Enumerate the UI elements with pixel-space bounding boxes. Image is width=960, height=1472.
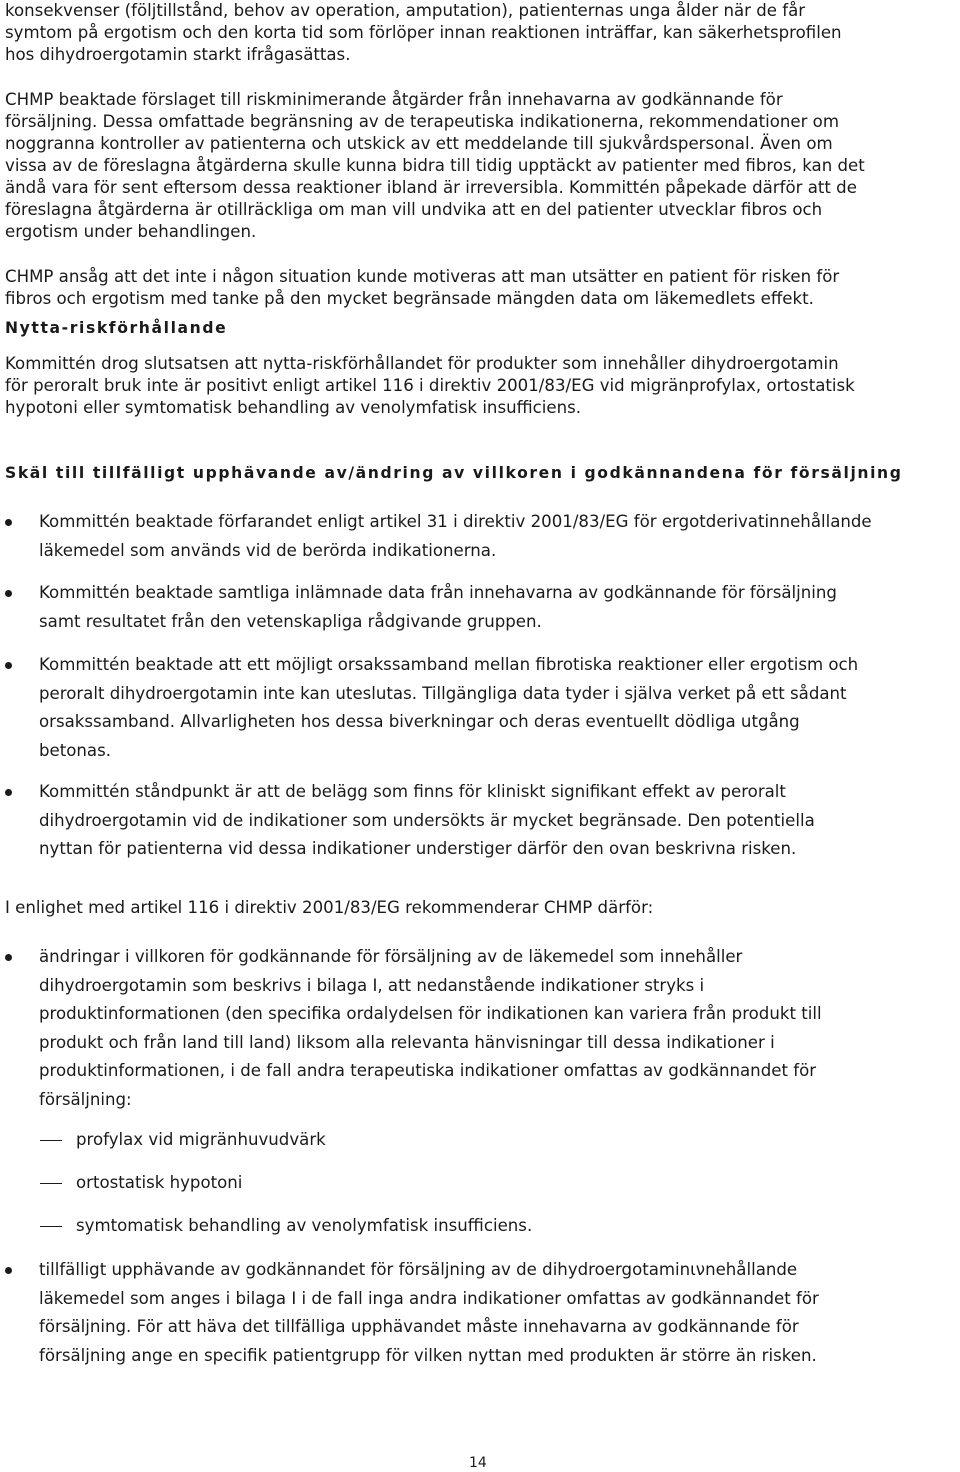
page-number: 14 <box>469 1455 487 1471</box>
text-line: försäljning: <box>39 1089 132 1109</box>
benefit-risk-paragraph <box>5 353 955 419</box>
text-line: läkemedel som används vid de berörda indikationerna. <box>39 540 497 560</box>
text-line: ergotism under behandlingen. <box>5 222 257 241</box>
bullet-text <box>39 1256 819 1370</box>
text-line: hypotoni eller symtomatisk behandling av venolymfatisk insufficiens. <box>5 398 582 417</box>
text-line: samt resultatet från den vetenskapliga rådgivande gruppen. <box>39 611 542 631</box>
bullet-icon <box>5 519 12 526</box>
text-line: försäljning ange en specifik patientgrupp för vilken nyttan med produkten är större än risken. <box>39 1345 817 1365</box>
bullet-icon <box>5 789 12 796</box>
text-line: tillfälligt upphävande av godkännandet för försäljning av de dihydroergotaminινnehållande <box>39 1260 798 1279</box>
text-line: CHMP ansåg att det inte i någon situation kunde motiveras att man utsätter en patient för risken för <box>5 267 840 286</box>
text-line: vissa av de föreslagna åtgärderna skulle kunna bidra till tidig upptäckt av patienter med fibros, kan det <box>5 156 865 175</box>
text-line: försäljning. För att häva det tillfälliga upphävandet måste innehavarna av godkännande för <box>39 1317 799 1337</box>
grounds-heading: Skäl till tillfälligt upphävande av/ändring av villkoren i godkännandena för försäljning <box>5 464 903 482</box>
text-line: Kommittén beaktade förfarandet enligt artikel 31 i direktiv 2001/83/EG för ergotderivatinnehållande <box>39 512 872 531</box>
text-line: ändå vara för sent eftersom dessa reaktioner ibland är irreversibla. Kommittén påpekade därför att de <box>5 178 857 197</box>
bullet-text <box>39 778 815 864</box>
text-line: I enlighet med artikel 116 i direktiv 2001/83/EG rekommenderar CHMP därför: <box>5 898 654 917</box>
bullet-icon <box>5 1267 12 1274</box>
chmp-measures-paragraph <box>5 89 955 243</box>
text-line: symtom på ergotism och den korta tid som förlöper innan reaktionen inträffar, kan säkerhetsprofilen <box>5 23 842 42</box>
bullet-text <box>39 943 822 1115</box>
text-line: peroralt dihydroergotamin inte kan uteslutas. Tillgängliga data tyder i själva verket på ett sådant <box>39 683 847 703</box>
text-line: Kommittén beaktade att ett möjligt orsakssamband mellan fibrotiska reaktioner eller ergotism och <box>39 655 859 674</box>
dash-icon <box>40 1140 62 1141</box>
text-line: Kommittén ståndpunkt är att de belägg som finns för kliniskt signifikant effekt av peroralt <box>39 782 786 801</box>
bullet-icon <box>5 590 12 597</box>
text-line: noggranna kontroller av patienterna och utskick av ett meddelande till sjukvårdspersonal. Även om <box>5 134 833 153</box>
text-line: betonas. <box>39 740 112 760</box>
text-line: produktinformationen (den specifika ordalydelsen för indikationen kan variera från produkt till <box>39 1004 822 1024</box>
text-line: dihydroergotamin som beskrivs i bilaga I, att nedanstående indikationer stryks i <box>39 975 705 995</box>
text-line: produkt och från land till land) liksom alla relevanta hänvisningar till dessa indikationer i <box>39 1032 775 1052</box>
text-line: nyttan för patienterna vid dessa indikationer understiger därför den ovan beskrivna risken. <box>39 839 797 859</box>
bullet-icon <box>5 954 12 961</box>
bullet-text <box>39 651 858 765</box>
chmp-motivate-paragraph <box>5 266 955 310</box>
text-line: konsekvenser (följtillstånd, behov av operation, amputation), patienternas unga ålder när de får <box>5 1 806 20</box>
bullet-icon <box>5 662 12 669</box>
text-line: läkemedel som anges i bilaga I i de fall inga andra indikationer omfattas av godkännandet för <box>39 1288 819 1308</box>
text-line: produktinformationen, i de fall andra terapeutiska indikationer omfattas av godkännandet för <box>39 1061 817 1081</box>
sub-list-text: symtomatisk behandling av venolymfatisk insufficiens. <box>76 1216 533 1235</box>
text-line: ändringar i villkoren för godkännande för försäljning av de läkemedel som innehåller <box>39 947 743 966</box>
dash-icon <box>40 1226 62 1227</box>
bullet-text <box>39 508 872 565</box>
text-line: Kommittén drog slutsatsen att nytta-riskförhållandet för produkter som innehåller dihydroergotamin <box>5 354 839 373</box>
text-line: fibros och ergotism med tanke på den mycket begränsade mängden data om läkemedlets effekt. <box>5 289 814 308</box>
text-line: försäljning. Dessa omfattade begränsning av de terapeutiska indikationerna, rekommendationer om <box>5 112 839 131</box>
text-line: CHMP beaktade förslaget till riskminimerande åtgärder från innehavarna av godkännande för <box>5 90 783 109</box>
text-line: Kommittén beaktade samtliga inlämnade data från innehavarna av godkännande för försäljning <box>39 583 837 602</box>
bullet-text <box>39 579 837 636</box>
benefit-risk-heading: Nytta-riskförhållande <box>5 319 228 337</box>
text-line: orsakssamband. Allvarligheten hos dessa biverkningar och deras eventuellt dödliga utgång <box>39 712 800 732</box>
text-line: föreslagna åtgärderna är otillräckliga om man vill undvika att en del patienter utvecklar fibros och <box>5 200 823 219</box>
sub-list-text: profylax vid migränhuvudvärk <box>76 1130 326 1149</box>
text-line: hos dihydroergotamin starkt ifrågasättas. <box>5 45 351 64</box>
text-line: dihydroergotamin vid de indikationer som undersökts är mycket begränsade. Den potentiella <box>39 810 815 830</box>
sub-list-text: ortostatisk hypotoni <box>76 1173 243 1192</box>
recommendation-intro <box>5 897 955 919</box>
dash-icon <box>40 1183 62 1184</box>
intro-paragraph <box>5 0 955 66</box>
text-line: för peroralt bruk inte är positivt enligt artikel 116 i direktiv 2001/83/EG vid migränprofylax, ortostatisk <box>5 376 855 395</box>
